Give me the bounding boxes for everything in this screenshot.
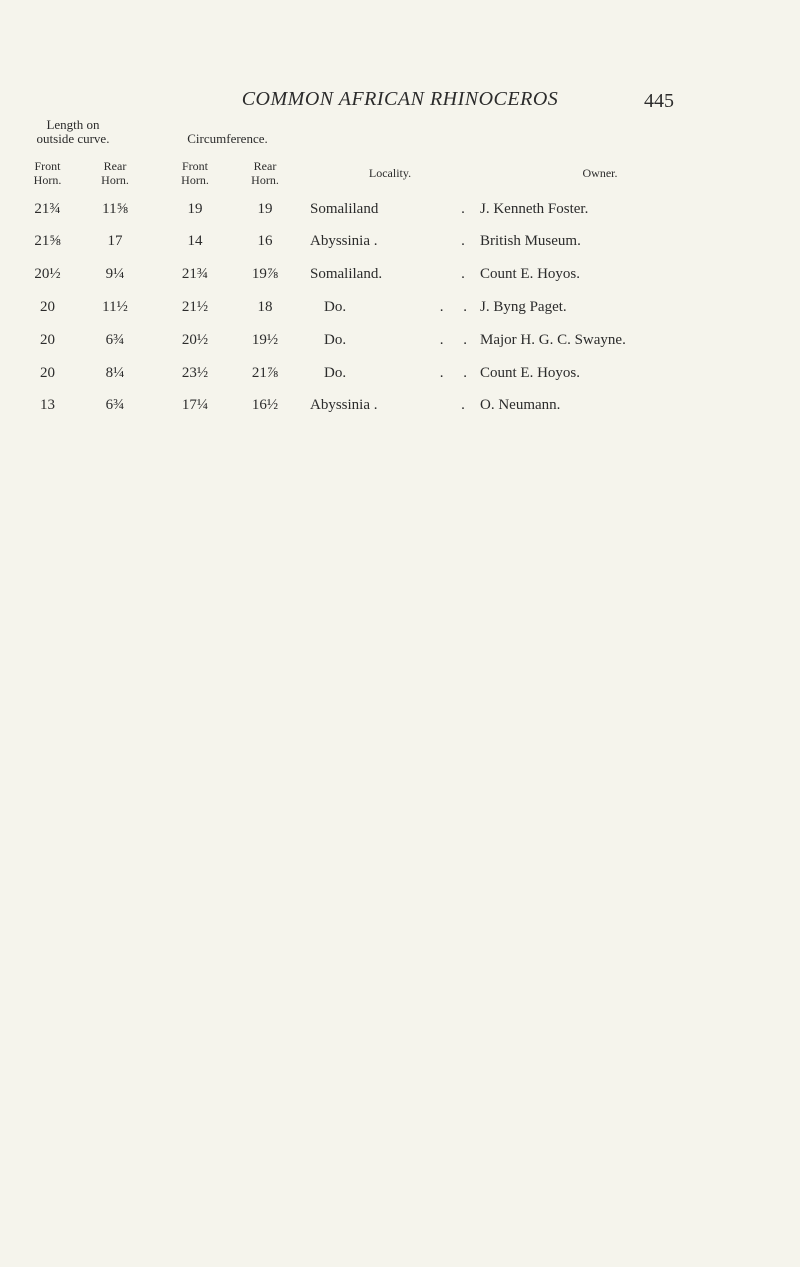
front-horn-cell: 20 — [40, 299, 55, 315]
circ-rear-cell: 16 — [257, 233, 273, 249]
front-horn-header-line-2: Horn. — [33, 173, 62, 187]
length-header-line-1: Length on — [46, 117, 100, 132]
circ-front-horn-header-line-1: Front — [181, 159, 208, 173]
front-horn-cell: 13 — [40, 397, 55, 413]
locality-cell: Somaliland — [310, 201, 379, 217]
leader-dots: . — [461, 233, 465, 249]
rear-horn-header-line-2: Horn. — [101, 173, 129, 187]
circ-rear-cell: 19 — [257, 201, 273, 217]
table-row — [0, 230, 800, 252]
front-horn-header — [20, 159, 75, 187]
leader-dots: . . — [439, 365, 475, 381]
circ-rear-cell: 18 — [257, 299, 273, 315]
owner-header: Owner. — [582, 166, 618, 180]
locality-cell: Somaliland. — [310, 266, 383, 282]
rear-horn-cell: 11⅝ — [102, 201, 128, 217]
circ-front-horn-header-line-2: Horn. — [181, 173, 209, 187]
length-header-line-2: outside curve. — [36, 131, 110, 146]
page-title: COMMON AFRICAN RHINOCEROS — [241, 88, 559, 110]
leader-dots: . — [461, 397, 465, 413]
owner-cell: Count E. Hoyos. — [480, 365, 581, 381]
circ-rear-horn-header-line-1: Rear — [253, 159, 277, 173]
length-group-header — [18, 118, 128, 146]
page-number: 445 — [644, 90, 674, 112]
table-row — [0, 198, 800, 220]
rear-horn-header-line-1: Rear — [103, 159, 127, 173]
circ-front-cell: 19 — [187, 201, 203, 217]
circ-front-horn-header — [165, 159, 225, 187]
table-row — [0, 362, 800, 384]
circ-rear-cell: 19⅞ — [251, 266, 279, 282]
rear-horn-cell: 9¼ — [105, 266, 125, 282]
front-horn-cell: 21¾ — [34, 201, 61, 217]
leader-dots: . — [461, 201, 465, 217]
table-row — [0, 394, 800, 416]
rear-horn-cell: 17 — [107, 233, 123, 249]
locality-cell: Abyssinia . — [310, 233, 378, 249]
locality-cell: Do. — [324, 332, 347, 348]
leader-dots: . . — [439, 332, 475, 348]
rear-horn-cell: 8¼ — [105, 365, 125, 381]
leader-dots: . . — [439, 299, 475, 315]
circ-front-cell: 20½ — [181, 332, 209, 348]
circumference-group-header: Circumference. — [187, 131, 268, 146]
circ-front-cell: 21½ — [181, 299, 209, 315]
circ-rear-cell: 16½ — [251, 397, 279, 413]
owner-cell: J. Kenneth Foster. — [480, 201, 589, 217]
rear-horn-cell: 6¾ — [105, 397, 125, 413]
circ-front-cell: 21¾ — [181, 266, 209, 282]
owner-cell: Count E. Hoyos. — [480, 266, 581, 282]
front-horn-header-line-1: Front — [34, 159, 61, 173]
owner-cell: Major H. G. C. Swayne. — [480, 332, 626, 348]
circ-front-cell: 23½ — [181, 365, 209, 381]
front-horn-cell: 20 — [40, 365, 55, 381]
circ-front-cell: 17¼ — [181, 397, 209, 413]
circ-rear-horn-header — [235, 159, 295, 187]
rear-horn-cell: 11½ — [102, 299, 128, 315]
front-horn-cell: 20 — [40, 332, 55, 348]
owner-cell: J. Byng Paget. — [480, 299, 567, 315]
locality-cell: Abyssinia . — [310, 397, 378, 413]
locality-cell: Do. — [324, 365, 347, 381]
circ-front-cell: 14 — [187, 233, 203, 249]
table-row — [0, 296, 800, 318]
rear-horn-cell: 6¾ — [105, 332, 125, 348]
locality-header: Locality. — [368, 166, 412, 180]
front-horn-cell: 21⅝ — [34, 233, 61, 249]
locality-cell: Do. — [324, 299, 347, 315]
owner-cell: O. Neumann. — [480, 397, 561, 413]
table-row — [0, 329, 800, 351]
circ-rear-horn-header-line-2: Horn. — [251, 173, 279, 187]
rear-horn-header — [90, 159, 140, 187]
owner-cell: British Museum. — [480, 233, 581, 249]
circ-rear-cell: 21⅞ — [251, 365, 279, 381]
circ-rear-cell: 19½ — [251, 332, 279, 348]
leader-dots: . — [461, 266, 465, 282]
table-row — [0, 263, 800, 285]
front-horn-cell: 20½ — [34, 266, 61, 282]
